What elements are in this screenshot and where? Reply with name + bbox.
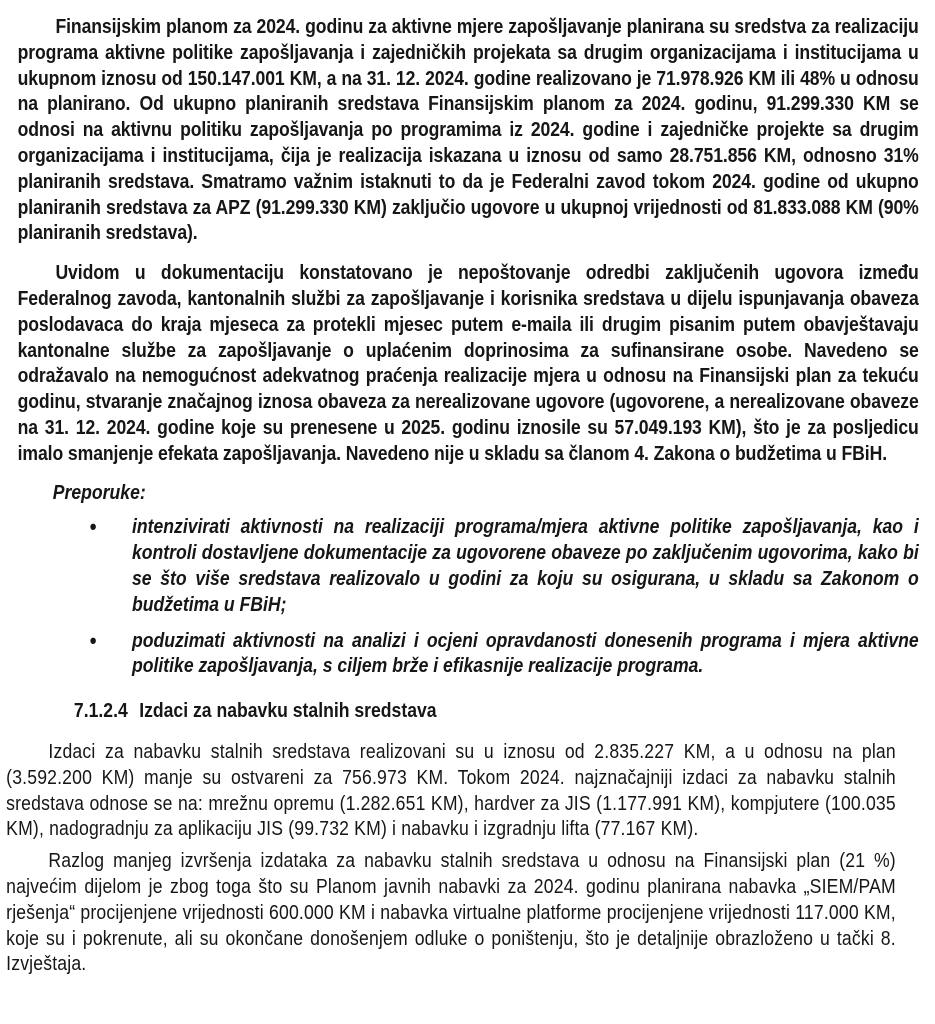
section-heading — [0, 699, 935, 725]
section-number: 7.1.2.4 — [73, 700, 128, 723]
paragraph-procurement-cancellation: Razlog manjeg izvršenja izdataka za nabavku stalnih sredstava u odnosu na Finansijski plan (21 %) najvećim dijelom je zbog toga što su Planom javnih nabavki za 2024. godinu planirana nabavka „SIEM/PAM rješenja“ procijenjene vrijednosti 600.000 KM i nabavka virtualne platforme procijenjene vrijednosti 117.000 KM, koje su i pokrenute, ali su okončane donošenjem odluke o poništenju, što je detaljnije obrazloženo u tački 8. Izvještaja. — [6, 850, 896, 976]
recommendation-text: poduzimati aktivnosti na analizi i ocjeni opravdanosti donesenih programa i mjera aktivne politike zapošljavanja, s ciljem brže i efikasnije realizacije programa. — [132, 629, 919, 678]
paragraph-fixed-assets: Izdaci za nabavku stalnih sredstava realizovani su u iznosu od 2.835.227 KM, a u odnosu na plan (3.592.200 KM) manje su ostvareni za 756.973 KM. Tokom 2024. najznačajniji izdaci za nabavku stalnih sredstava odnose se na: mrežnu opremu (1.282.651 KM), hardver za JIS (1.177.991 KM), kompjutere (100.035 KM), nadogradnju za aplikaciju JIS (99.732 KM) i nabavku i izgradnju lifta (77.167 KM). — [6, 740, 896, 841]
recommendations-heading: Preporuke: — [52, 481, 146, 504]
bullet-icon: • — [89, 627, 97, 653]
section-title: Izdaci za nabavku stalnih sredstava — [139, 700, 437, 723]
paragraph-financial-plan: Finansijskim planom za 2024. godinu za aktivne mjere zapošljavanje planirana su sredstva za realizaciju programa aktivne politike zapošljavanja i zajedničkih projekata sa drugim organizacijama i institucijama u ukupnom iznosu od 150.147.001 KM, a na 31. 12. 2024. godine realizovano je 71.978.926 KM ili 48% u odnosu na planirano. Od ukupno planiranih sredstava Finansijskim planom za 2024. godinu, 91.299.330 KM se odnosi na aktivnu politiku zapošljavanja po programima iz 2024. godine i zajedničke projekte sa drugim organizacijama i institucijama, čija je realizacija iskazana u iznosu od samo 28.751.856 KM, odnosno 31% planiranih sredstava. Smatramo važnim istaknuti to da je Federalni zavod tokom 2024. godine od ukupno planiranih sredstava za APZ (91.299.330 KM) zaključio ugovore u ukupnoj vrijednosti od 81.833.088 KM (90% planiranih sredstava). — [17, 16, 919, 245]
recommendation-item — [0, 515, 935, 618]
bullet-icon: • — [89, 514, 97, 540]
recommendation-text: intenzivirati aktivnosti na realizaciji programa/mjera aktivne politike zapošljavanja, kao i kontroli dostavljene dokumentacije za ugovorene obaveze po zaključenim ugovorima, kako bi se što više sredstava realizovalo u godini za koju su osigurana, u skladu sa Zakonom o budžetima u FBiH; — [132, 516, 919, 616]
paragraph-documentation-review: Uvidom u dokumentaciju konstatovano je nepoštovanje odredbi zaključenih ugovora između Federalnog zavoda, kantonalnih službi za zapošljavanje i korisnika sredstava u dijelu ispunjavanja obaveza poslodavaca do kraja mjeseca za protekli mjesec putem e-maila ili drugim pisanim putem obavještavaju kantonalne službe za zapošljavanje o uplaćenim doprinosima za sufinansirane osobe. Navedeno se odražavalo na nemogućnost adekvatnog praćenja realizacije mjera u odnosu na Finansijski plan za tekuću godinu, stvaranje značajnog iznosa obaveza za nerealizovane ugovore (ugovorene, a nerealizovane obaveze na 31. 12. 2024. godine koje su prenesene u 2025. godinu iznosile su 57.049.193 KM), što je za posljedicu imalo smanjenje efekata zapošljavanja. Navedeno nije u skladu sa članom 4. Zakona o budžetima u FBiH. — [17, 262, 919, 465]
recommendation-item — [0, 629, 935, 681]
recommendations-list — [0, 515, 935, 680]
